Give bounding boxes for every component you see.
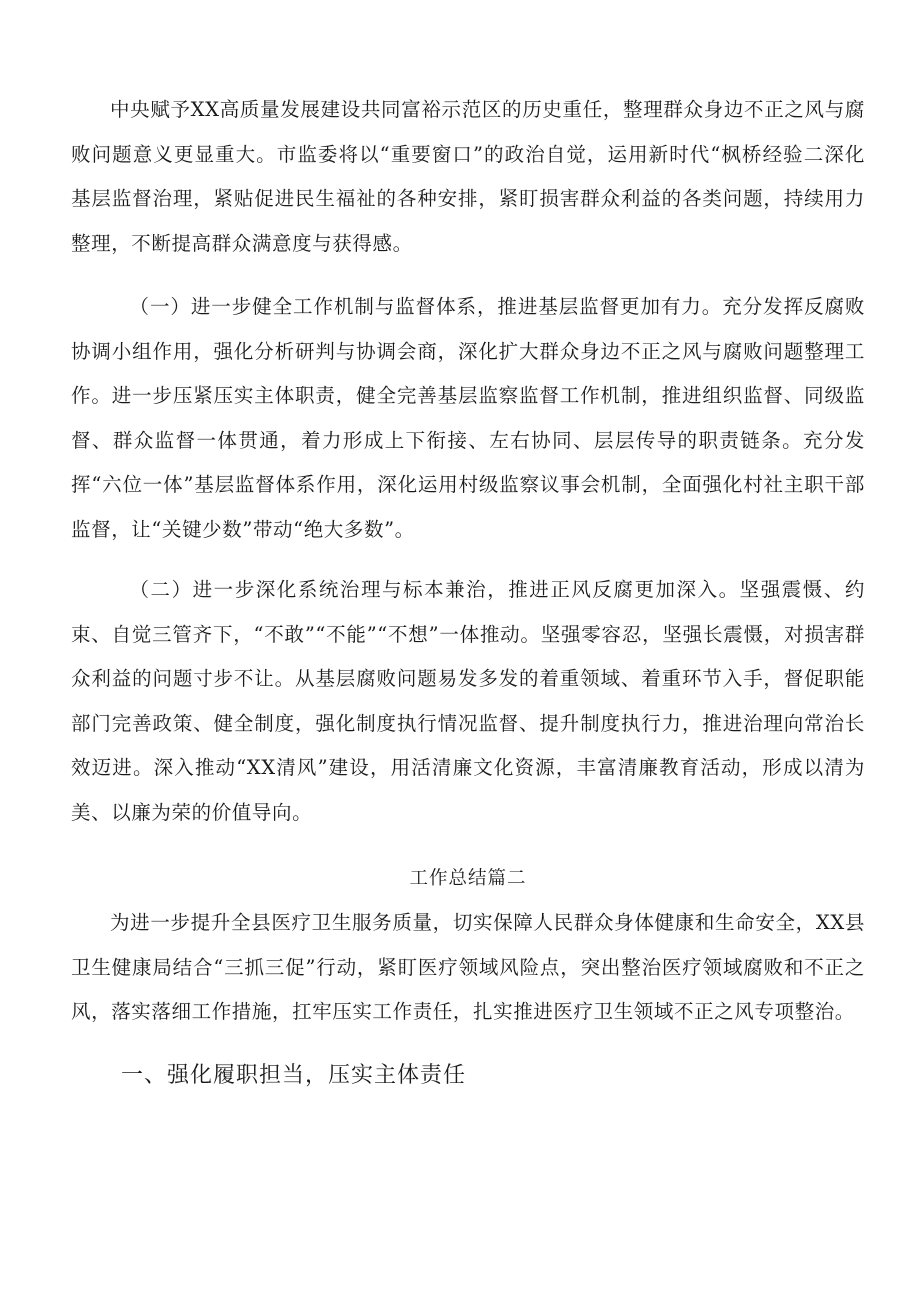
heading-one: 一、强化履职担当，压实主体责任 [121, 1062, 467, 1088]
intro-paragraph: 中央赋予XX高质量发展建设共同富裕示范区的历史重任，整理群众身边不正之风与腐败问题意义更显重大。市监委将以“重要窗口”的政治自觉，运用新时代“枫桥经验二深化基层监督治理，紧贴促进民生福祉的各种安排，紧盯损害群众利益的各类问题，持续用力整理，不断提高群众满意度与获得感。 [71, 98, 865, 255]
section-title: 工作总结篇二 [409, 868, 527, 889]
section-two-paragraph: 为进一步提升全县医疗卫生服务质量，切实保障人民群众身体健康和生命安全，XX县卫生健康局结合“三抓三促”行动，紧盯医疗领域风险点，突出整治医疗领域腐败和不正之风，落实落细工作措施，扛牢压实工作责任，扎实推进医疗卫生领域不正之风专项整治。 [71, 911, 865, 1023]
paragraph-item-one: （一）进一步健全工作机制与监督体系，推进基层监督更加有力。充分发挥反腐败协调小组作用，强化分析研判与协调会商，深化扩大群众身边不正之风与腐败问题整理工作。进一步压紧压实主体职责，健全完善基层监察监督工作机制，推进组织监督、同级监督、群众监督一体贯通，着力形成上下衔接、左右协同、层层传导的职责链条。充分发挥“六位一体”基层监督体系作用，深化运用村级监察议事会机制，全面强化村社主职干部监督，让“关键少数”带动“绝大多数”。 [71, 295, 865, 541]
document-page [71, 88, 865, 1101]
paragraph-item-two: （二）进一步深化系统治理与标本兼治，推进正风反腐更加深入。坚强震慑、约束、自觉三管齐下，“不敢”“不能”“不想”一体推动。坚强零容忍，坚强长震慑，对损害群众利益的问题寸步不让。从基层腐败问题易发多发的着重领域、着重环节入手，督促职能部门完善政策、健全制度，强化制度执行情况监督、提升制度执行力，推进治理向常治长效迈进。深入推动“XX清风”建设，用活清廉文化资源，丰富清廉教育活动，形成以清为美、以廉为荣的价值导向。 [71, 578, 865, 824]
